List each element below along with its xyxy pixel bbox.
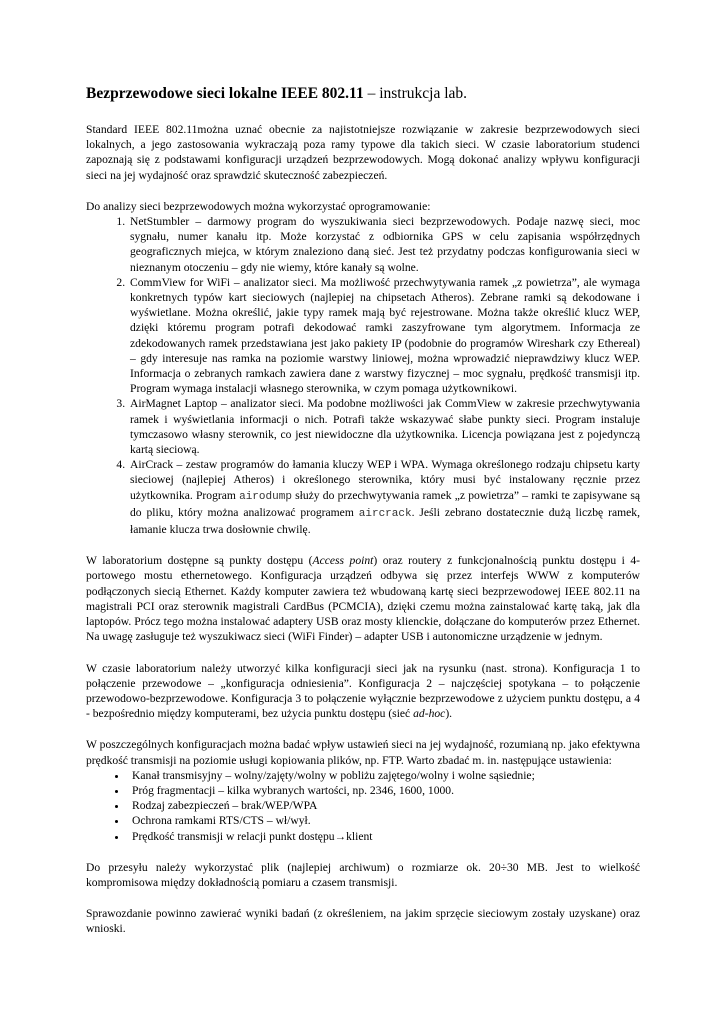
title-main: Bezprzewodowe sieci lokalne IEEE 802.11 [86,85,364,102]
config-text-a: W czasie laboratorium należy utworzyć kilka konfiguracji sieci jak na rysunku (nast. strona). Konfiguracja 1 to połączenie przewodowe – „konfiguracja odniesienia”. Konfiguracja 2 – najczęściej spotykana – to połączenie przewodowo-bezprzewodowe. Konfiguracja 3 to połączenie wyłącznie bezprzewodowe z użyciem punktu dostępu, a 4 - bezpośrednio między komputerami, bez użycia punktu dostępu (sieć [86,661,640,721]
software-intro: Do analizy sieci bezprzewodowych można wykorzystać oprogramowanie: [86,199,431,213]
document-title [86,84,640,104]
file-size-paragraph: Do przesyłu należy wykorzystać plik (najlepiej archiwum) o rozmiarze ok. 20÷30 MB. Jest to wielkość kompromisowa między dokładnością pomiaru a czasem transmisji. [86,860,640,889]
cmd-aircrack: aircrack [358,507,412,520]
aircrack-text-b: służy do przechwytywania ramek „z powietrza” – ramki te zapisywane są do pliku, który można analizować programem [130,488,640,519]
software-item-commview: 2. CommView for WiFi – analizator sieci. Ma możliwość przechwytywania ramek „z powietrza”, ale wymaga konkretnych typów kart sieciowych (najlepiej na chipsetach Atheros). Zebrane ramki są dekodowane i wyświetlane. Można określić, jakie typy ramek mają być rejestrowane. Można także określić klucz WEP, dzięki któremu program potrafi dekodować ramki zaszyfrowane tym algorytmem. Informacja ze zdekodowanych ramek przedstawiana jest jako pakiety IP (podobnie do programów Wireshark czy Ethereal) – gdy interesuje nas ramka na poziomie warstwy liniowej, można wprowadzić nieprawdziwy klucz WEP. Informacja o zebranych ramkach zawiera dane z warstwy fizycznej – moc sygnału, prędkość transmisji itp. Program wymaga instalacji własnego sterownika, w czym pomaga użytkownikowi. [128,275,640,397]
settings-paragraph: W poszczególnych konfiguracjach można badać wpływ ustawień sieci na jej wydajność, rozumianą np. jako efektywna prędkość transmisji na poziomie usługi kopiowania plików, np. FTP. Warto zbadać m. in. następujące ustawienia: [86,738,640,767]
configurations-paragraph [86,661,640,722]
setting-item-speed: • Prędkość transmisji w relacji punkt dostępu→klient [128,829,640,844]
lab-text-b: ) oraz routery z funkcjonalnością punktu dostępu i 4-portowego mostu ethernetowego. Konfiguracja urządzeń odbywa się przez interfejs WWW z komputerów podłączonych siecią Ethernet. Każdy komputer zawiera też wbudowaną kartę sieci bezprzewodowej IEEE 802.11 na magistrali PCI oraz sterownik magistrali CardBus (PCMCIA), dzięki czemu można zainstalować kartę taką, jak dla laptopów. Prócz tego można instalować adaptery USB oraz mosty klienckie, dołączane do komputerów przez Ethernet. Na uwagę zasługuje też wyszukiwacz sieci (WiFi Finder) – adapter USB i autonomiczne urządzenie w jednym. [86,554,640,644]
report-paragraph: Sprawozdanie powinno zawierać wyniki badań (z określeniem, na jakim sprzęcie sieciowym zostały uzyskane) oraz wnioski. [86,907,640,936]
software-list [86,214,640,537]
software-item-netstumbler: 1. NetStumbler – darmowy program do wyszukiwania sieci bezprzewodowych. Podaje nazwę sieci, moc sygnału, numer kanału itp. Może korzystać z odbiornika GPS w celu zapisania współrzędnych geograficznych miejca, w którym znaleziono daną sieć. Jest też przydatny podczas konfigurowania sieci w nieznanym otoczeniu – gdy nie wiemy, które kanały są wolne. [128,214,640,275]
title-subtitle: – instrukcja lab. [363,85,468,102]
cmd-airodump: airodump [239,490,292,503]
term-access-point: Access point [312,554,374,568]
setting-item-security: • Rodzaj zabezpieczeń – brak/WEP/WPA [128,798,640,813]
lab-text-a: W laboratorium dostępne są punkty dostępu ( [86,554,313,568]
settings-list [86,768,640,844]
document-page [86,84,640,953]
aircrack-text-c: . Jeśli zebrano dostatecznie dużą liczbę ramek, łamanie klucza trwa dosłownie chwilę. [130,505,640,537]
setting-item-channel: • Kanał transmisyjny – wolny/zajęty/wolny w pobliżu zajętego/wolny i wolne sąsiednie; [128,768,640,783]
setting-item-fragmentation: • Próg fragmentacji – kilka wybranych wartości, np. 2346, 1600, 1000. [128,783,640,798]
intro-paragraph: Standard IEEE 802.11można uznać obecnie za najistotniejsze rozwiązanie w zakresie bezprzewodowych sieci lokalnych, a jego zastosowania wykraczają poza ramy typowe dla takich sieci. W czasie laboratorium studenci zapoznają się z podstawami konfiguracji urządzeń bezprzewodowych. Mogą dokonać analizy wpływu konfiguracji sieci na jej wydajność oraz sprawdzić skuteczność zabezpieczeń. [86,123,640,182]
software-item-aircrack [128,457,640,537]
lab-equipment-paragraph [86,553,640,644]
setting-item-rts-cts: • Ochrona ramkami RTS/CTS – wł/wył. [128,813,640,828]
aircrack-text-a: AirCrack – zestaw programów do łamania kluczy WEP i WPA. Wymaga określonego rodzaju chipsetu karty sieciowej (najlepiej Atheros) i określonego sterownika, który musi być instalowany ręcznie przez użytkownika. Program [130,458,640,502]
term-ad-hoc: ad-hoc [413,707,446,721]
config-text-b: ). [445,707,453,721]
software-item-airmagnet: 3. AirMagnet Laptop – analizator sieci. Ma podobne możliwości jak CommView w zakresie przechwytywania ramek i wyświetlania informacji o nich. Potrafi także wskazywać słabe punkty sieci. Program instaluje tymczasowo własny sterownik, co jest niewidoczne dla użytkownika. Licencja powiązana jest z pojedynczą kartą sieciową. [128,396,640,457]
